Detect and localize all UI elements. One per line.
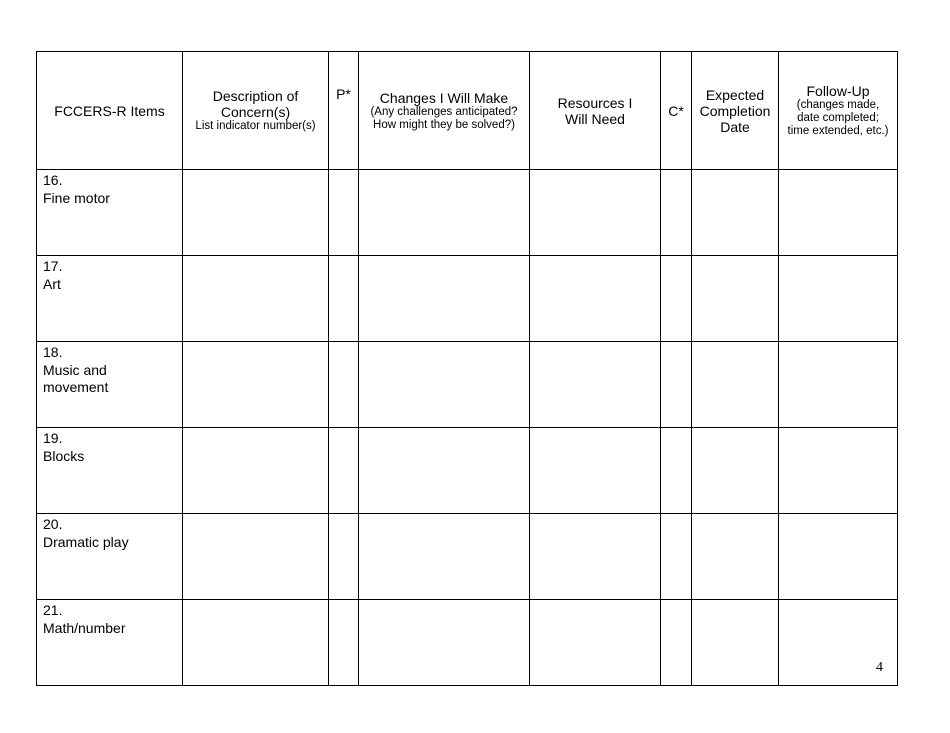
improvement-plan-table <box>36 51 898 686</box>
header-resources: Resources I Will Need <box>530 52 661 170</box>
header-changes <box>359 52 530 170</box>
c-cell[interactable] <box>661 600 692 686</box>
description-cell[interactable] <box>183 342 329 428</box>
description-cell[interactable] <box>183 170 329 256</box>
item-cell <box>37 600 183 686</box>
item-cell <box>37 514 183 600</box>
p-cell[interactable] <box>329 514 359 600</box>
header-changes-title: Changes I Will Make <box>379 89 509 106</box>
item-name: Math/number <box>43 619 126 636</box>
expected-date-cell[interactable] <box>692 514 779 600</box>
header-description-sub: List indicator number(s) <box>195 120 316 132</box>
header-c: C* <box>661 52 692 170</box>
resources-cell[interactable] <box>530 600 661 686</box>
header-fccers-items: FCCERS-R Items <box>37 52 183 170</box>
follow-up-cell[interactable] <box>779 256 898 342</box>
changes-cell[interactable] <box>359 600 530 686</box>
header-follow-up <box>779 52 898 170</box>
header-follow-up-title: Follow-Up <box>806 83 870 99</box>
table-row <box>37 342 898 428</box>
header-description-title: Description of Concern(s) <box>212 88 299 120</box>
expected-date-cell[interactable] <box>692 256 779 342</box>
c-cell[interactable] <box>661 256 692 342</box>
description-cell[interactable] <box>183 428 329 514</box>
header-follow-up-sub: (changes made, date completed; time extended, etc.) <box>787 99 889 137</box>
item-name: Blocks <box>43 447 85 464</box>
resources-cell[interactable] <box>530 342 661 428</box>
p-cell[interactable] <box>329 256 359 342</box>
resources-cell[interactable] <box>530 428 661 514</box>
changes-cell[interactable] <box>359 170 530 256</box>
item-cell <box>37 256 183 342</box>
item-cell <box>37 428 183 514</box>
p-cell[interactable] <box>329 428 359 514</box>
item-number: 18. <box>43 344 63 360</box>
changes-cell[interactable] <box>359 342 530 428</box>
header-expected-date: Expected Completion Date <box>692 52 779 170</box>
header-description <box>183 52 329 170</box>
expected-date-cell[interactable] <box>692 600 779 686</box>
item-number: 20. <box>43 516 63 532</box>
expected-date-cell[interactable] <box>692 428 779 514</box>
changes-cell[interactable] <box>359 256 530 342</box>
table-row <box>37 428 898 514</box>
description-cell[interactable] <box>183 256 329 342</box>
table-row <box>37 256 898 342</box>
item-cell <box>37 342 183 428</box>
item-name: Art <box>43 275 61 292</box>
c-cell[interactable] <box>661 170 692 256</box>
item-name: Music and movement <box>43 361 109 395</box>
item-name: Fine motor <box>43 189 110 206</box>
p-cell[interactable] <box>329 600 359 686</box>
expected-date-cell[interactable] <box>692 170 779 256</box>
follow-up-cell[interactable] <box>779 428 898 514</box>
description-cell[interactable] <box>183 600 329 686</box>
resources-cell[interactable] <box>530 170 661 256</box>
resources-cell[interactable] <box>530 256 661 342</box>
item-number: 16. <box>43 172 63 188</box>
p-cell[interactable] <box>329 170 359 256</box>
follow-up-cell[interactable] <box>779 342 898 428</box>
item-number: 17. <box>43 258 63 274</box>
resources-cell[interactable] <box>530 514 661 600</box>
item-number: 21. <box>43 602 63 618</box>
c-cell[interactable] <box>661 514 692 600</box>
p-cell[interactable] <box>329 342 359 428</box>
header-changes-sub: (Any challenges anticipated? How might they be solved?) <box>370 105 518 131</box>
header-p: P* <box>329 52 359 170</box>
changes-cell[interactable] <box>359 514 530 600</box>
changes-cell[interactable] <box>359 428 530 514</box>
item-cell <box>37 170 183 256</box>
page-number: 4 <box>876 660 883 675</box>
item-name: Dramatic play <box>43 533 129 550</box>
follow-up-cell[interactable] <box>779 170 898 256</box>
table-row <box>37 600 898 686</box>
item-number: 19. <box>43 430 63 446</box>
table-row <box>37 514 898 600</box>
table-row <box>37 170 898 256</box>
expected-date-cell[interactable] <box>692 342 779 428</box>
follow-up-cell[interactable] <box>779 514 898 600</box>
c-cell[interactable] <box>661 428 692 514</box>
header-row <box>37 52 898 170</box>
c-cell[interactable] <box>661 342 692 428</box>
description-cell[interactable] <box>183 514 329 600</box>
